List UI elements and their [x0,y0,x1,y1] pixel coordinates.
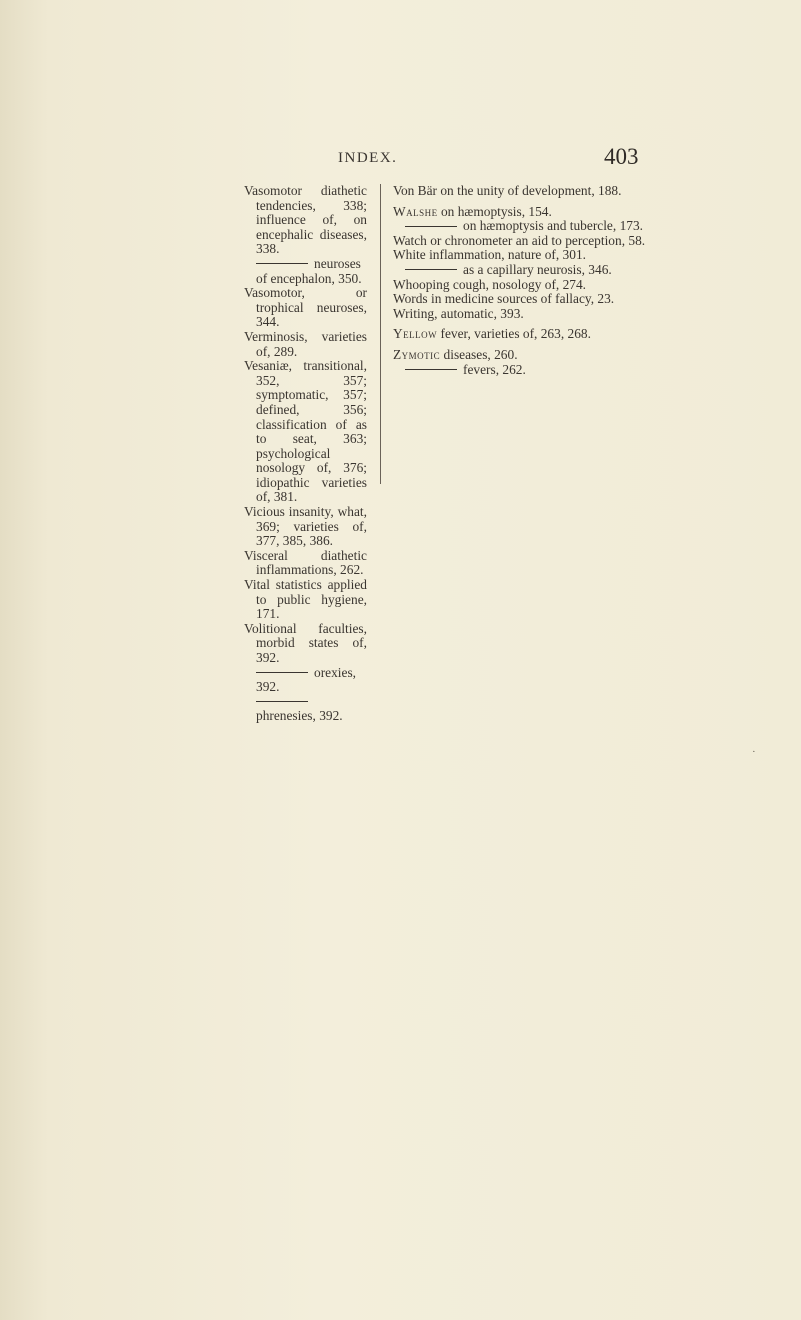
entry-text: Words in medicine sources of fallacy, 23. [393,291,615,307]
index-entry [244,184,367,257]
entry-text: on hæmoptysis and tubercle, 173. [463,218,644,234]
index-column-right [393,184,668,377]
column-divider [380,184,381,484]
ditto-dash [256,672,308,673]
index-entry [393,248,668,263]
index-subentry [393,363,668,378]
index-entry [393,292,668,307]
ditto-dash [256,701,308,702]
entry-text: Writing, automatic, 393. [393,305,524,321]
entry-text: Vesaniæ, transitional, 352, 357; symptomatic, 357; defined, 356; classification of as to seat, 363; psychological nosology of, 376; idiopathic varieties of, 381. [244,358,367,505]
index-subentry [244,666,367,695]
entry-text: Verminosis, varieties of, 289. [244,328,367,359]
index-entry [393,184,668,199]
entry-text: White inflammation, nature of, 301. [393,247,586,263]
index-entry [393,327,668,342]
entry-lead-word: Walshe [393,203,438,219]
entry-text: orexies, 392. [256,664,357,695]
index-entry [244,578,367,622]
entry-text: fevers, 262. [463,361,526,377]
entry-text: Watch or chronometer an aid to perception, 58. [393,232,646,248]
entry-text: Vasomotor, or trophical neuroses, 344. [244,285,367,330]
page-number: 403 [604,144,639,169]
index-subentry [244,695,367,724]
index-entry [244,622,367,666]
ditto-dash [256,263,308,264]
index-subentry [244,257,367,286]
entry-text: on hæmoptysis, 154. [437,203,552,219]
paper-speck: · [752,746,756,758]
index-entry [244,549,367,578]
entry-text: Visceral diathetic inflammations, 262. [244,547,367,578]
entry-text: Von Bär on the unity of development, 188. [393,183,622,198]
entry-text: phrenesies, 392. [256,708,343,724]
running-title: INDEX. [338,150,398,166]
index-subentry [393,263,668,278]
entry-text: diseases, 260. [440,346,518,362]
ditto-dash [405,226,457,227]
entry-text: as a capillary neurosis, 346. [463,261,612,277]
index-entry [244,330,367,359]
index-entry [393,307,668,322]
ditto-dash [405,369,457,370]
index-entry [244,359,367,505]
index-entry [393,234,668,249]
index-entry [393,278,668,293]
index-entry [393,348,668,363]
index-subentry [393,219,668,234]
page-header [0,144,801,178]
entry-text: Vasomotor diathetic tendencies, 338; influence of, on encephalic diseases, 338. [244,183,367,257]
index-entry [244,286,367,330]
entry-lead-word: Zymotic [393,346,441,362]
entry-text: Vicious insanity, what, 369; varieties of, 377, 385, 386. [244,504,367,549]
index-column-left [244,184,367,724]
entry-lead-word: Yellow [393,326,438,342]
entry-text: fever, varieties of, 263, 268. [437,326,591,342]
entry-text: Volitional faculties, morbid states of, 392. [244,620,367,665]
ditto-dash [405,269,457,270]
entry-text: Vital statistics applied to public hygiene, 171. [244,577,367,622]
entry-text: neuroses of encephalon, 350. [256,255,362,286]
entry-text: Whooping cough, nosology of, 274. [393,276,587,292]
index-entry [393,205,668,220]
index-entry [244,505,367,549]
